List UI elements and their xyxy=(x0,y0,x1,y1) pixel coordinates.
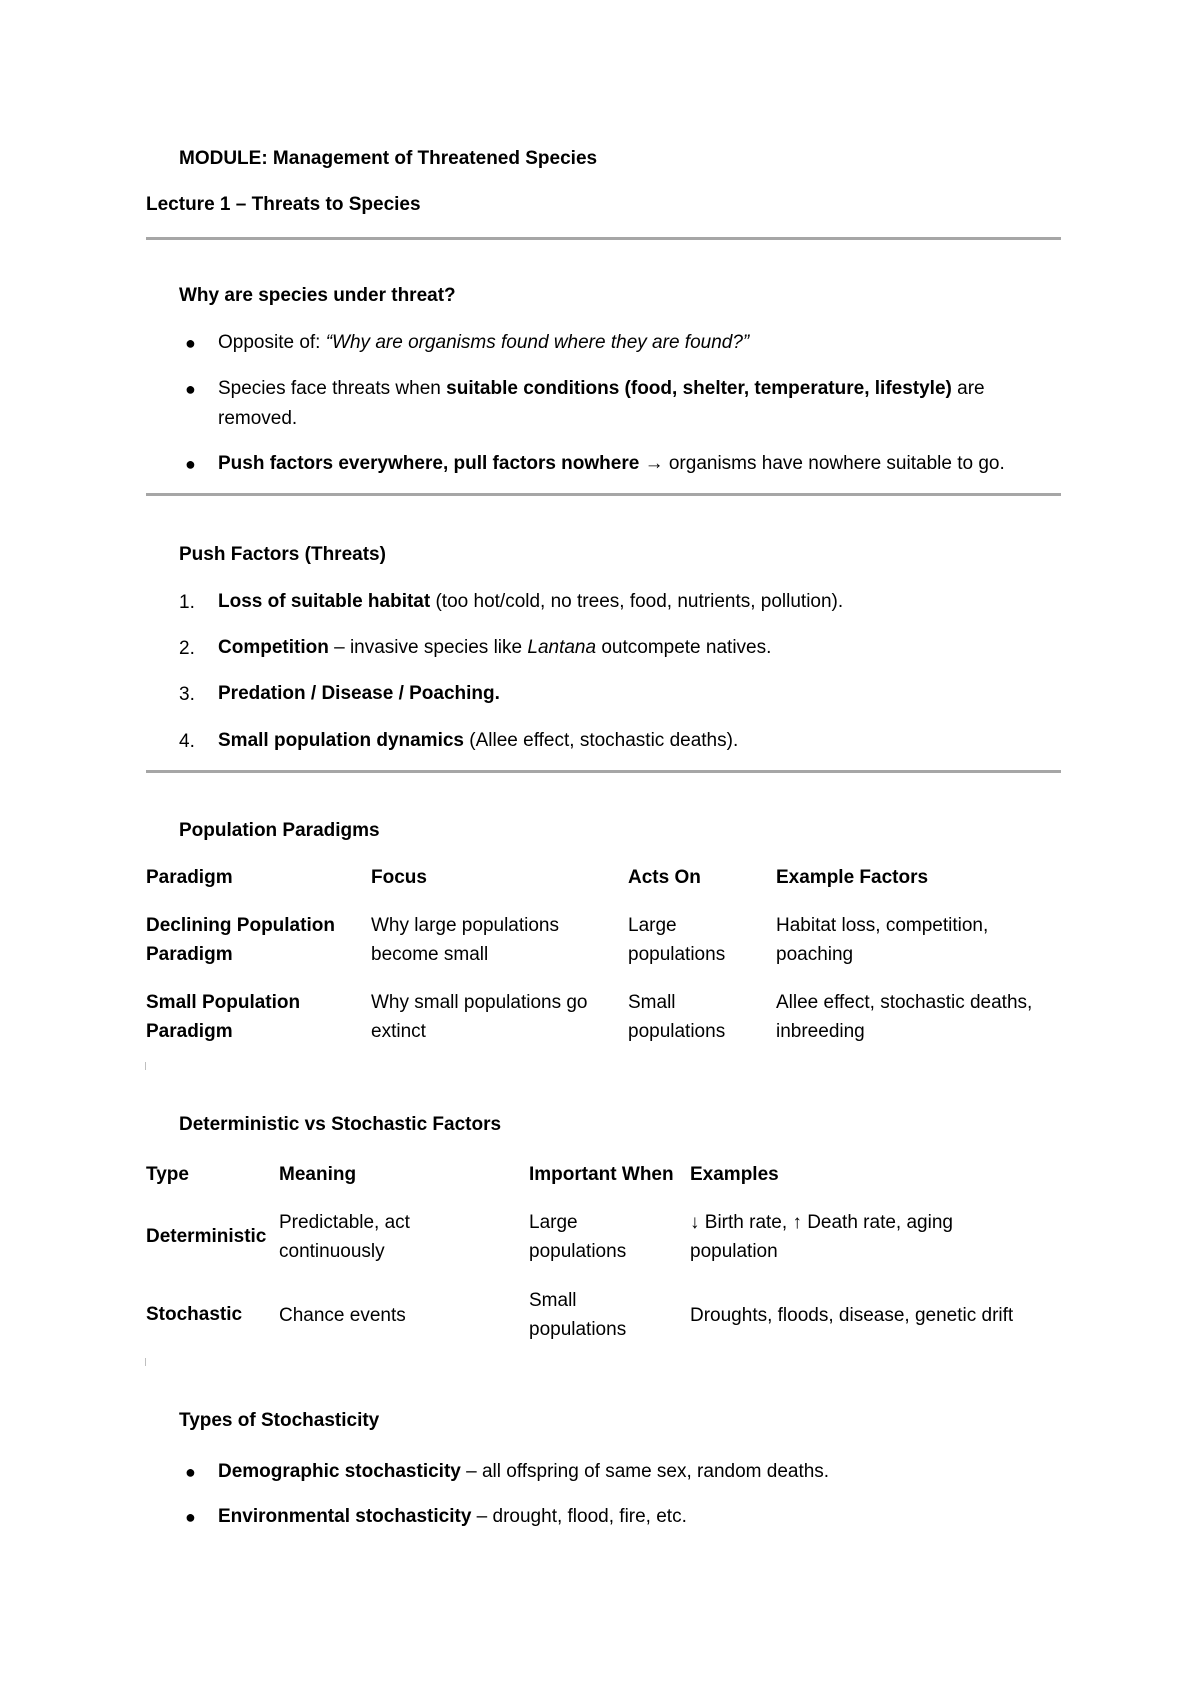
section-heading-types: Types of Stochasticity xyxy=(179,1410,380,1431)
table-cell: Predictable, act continuously xyxy=(279,1212,410,1262)
table-header: Example Factors xyxy=(776,867,929,888)
list-item: Demographic stochasticity – all offspring of same sex, random deaths. xyxy=(218,1461,830,1482)
list-item: Loss of suitable habitat (too hot/cold, no trees, food, nutrients, pollution). xyxy=(218,591,844,612)
table-cell: Declining Population Paradigm xyxy=(146,915,335,965)
table-cell: Why large populations become small xyxy=(371,915,559,965)
list-item: Competition – invasive species like Lantana outcompete natives. xyxy=(218,637,772,658)
lecture-title: Lecture 1 – Threats to Species xyxy=(146,194,421,215)
module-title: MODULE: Management of Threatened Species xyxy=(179,148,598,169)
bullet-icon: ● xyxy=(185,1462,196,1482)
bullet-icon: ● xyxy=(185,379,196,399)
list-item: Push factors everywhere, pull factors nowhere → organisms have nowhere suitable to go. xyxy=(218,453,1005,474)
list-number: 3. xyxy=(179,684,195,705)
table-cell: Allee effect, stochastic deaths, inbreeding xyxy=(776,992,1033,1042)
table-end-marker xyxy=(145,1358,146,1366)
table-cell: ↓ Birth rate, ↑ Death rate, aging population xyxy=(690,1212,953,1262)
divider xyxy=(146,493,1061,496)
table-header: Meaning xyxy=(279,1164,357,1185)
table-cell: Large populations xyxy=(628,915,726,965)
divider xyxy=(146,237,1061,240)
table-cell: Large populations xyxy=(529,1212,627,1262)
list-item: Opposite of: “Why are organisms found where they are found?” xyxy=(218,332,750,353)
bullet-icon: ● xyxy=(185,454,196,474)
table-end-marker xyxy=(145,1062,146,1070)
section-heading-push: Push Factors (Threats) xyxy=(179,544,386,565)
bullet-icon: ● xyxy=(185,333,196,353)
table-header: Type xyxy=(146,1164,189,1185)
list-item: Small population dynamics (Allee effect, stochastic deaths). xyxy=(218,730,739,751)
list-item: Species face threats when suitable conditions (food, shelter, temperature, lifestyle) are removed. xyxy=(218,378,985,429)
table-cell: Small populations xyxy=(529,1290,627,1340)
table-cell: Chance events xyxy=(279,1305,406,1326)
table-header: Examples xyxy=(690,1164,779,1185)
divider xyxy=(146,770,1061,773)
list-item: Predation / Disease / Poaching. xyxy=(218,683,500,704)
list-number: 1. xyxy=(179,592,195,613)
list-number: 2. xyxy=(179,638,195,659)
table-cell: Deterministic xyxy=(146,1226,267,1247)
list-number: 4. xyxy=(179,731,195,752)
table-cell: Stochastic xyxy=(146,1304,243,1325)
table-cell: Habitat loss, competition, poaching xyxy=(776,915,989,965)
table-cell: Small populations xyxy=(628,992,726,1042)
bullet-icon: ● xyxy=(185,1507,196,1527)
section-heading-why: Why are species under threat? xyxy=(179,285,456,306)
table-header: Acts On xyxy=(628,867,701,888)
table-header: Important When xyxy=(529,1164,674,1185)
table-cell: Small Population Paradigm xyxy=(146,992,301,1042)
list-item: Environmental stochasticity – drought, flood, fire, etc. xyxy=(218,1506,687,1527)
table-cell: Why small populations go extinct xyxy=(371,992,588,1042)
section-heading-paradigms: Population Paradigms xyxy=(179,820,380,841)
table-header: Focus xyxy=(371,867,427,888)
section-heading-detstoch: Deterministic vs Stochastic Factors xyxy=(179,1114,502,1135)
table-header: Paradigm xyxy=(146,867,233,888)
table-cell: Droughts, floods, disease, genetic drift xyxy=(690,1305,1014,1326)
